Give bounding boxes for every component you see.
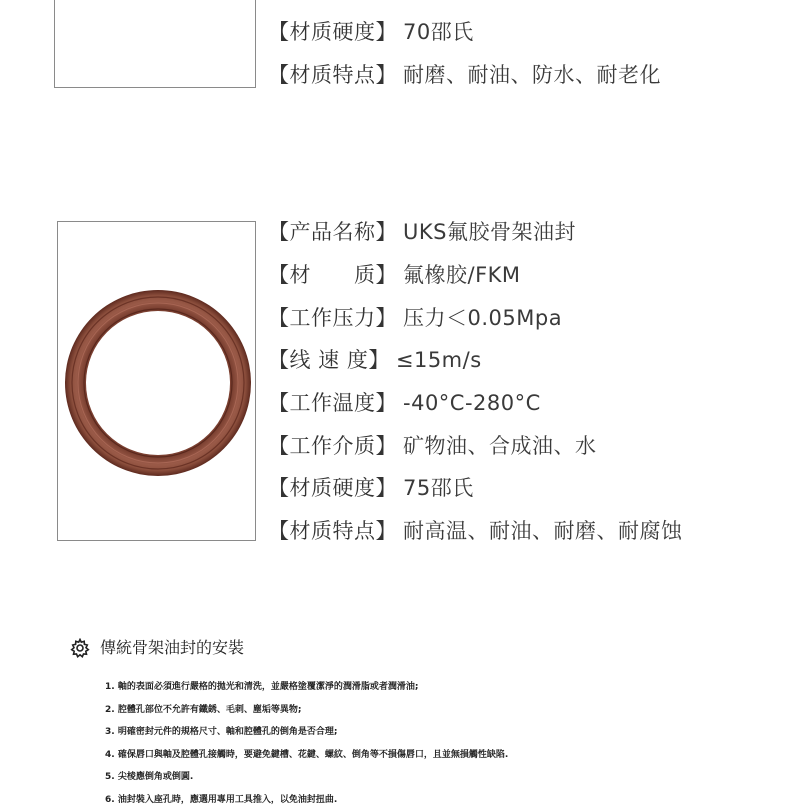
spec-hardness: [268, 471, 474, 505]
spec-medium: [268, 429, 597, 463]
spec-value: 耐高温、耐油、耐磨、耐腐蚀: [403, 519, 683, 543]
oil-seal-image: [63, 288, 253, 478]
spec-key: 【材质硬度】: [268, 476, 397, 500]
oil-seal-ring-icon: [63, 288, 253, 478]
spec-value: 75邵氏: [403, 476, 474, 500]
spec-value: 压力＜0.05Mpa: [403, 306, 562, 330]
spec-key: 【材质特点】: [268, 63, 397, 87]
list-item: 3. 明確密封元件的規格尺寸、軸和腔體孔的倒角是否合理;: [70, 721, 770, 744]
installation-header: [70, 634, 770, 662]
spec-features: [268, 514, 683, 548]
top-spec-hardness: [268, 15, 474, 49]
spec-key: 【工作介质】: [268, 434, 397, 458]
list-item: 5. 尖棱應倒角或倒圓.: [70, 766, 770, 789]
spec-key: 【材 质】: [268, 263, 397, 287]
spec-key: 【材质硬度】: [268, 20, 397, 44]
spec-product-name: [268, 215, 576, 249]
spec-pressure: [268, 301, 562, 335]
spec-temperature: [268, 386, 541, 420]
spec-key: 【线 速 度】: [268, 348, 390, 372]
installation-title: 傳統骨架油封的安裝: [100, 634, 244, 662]
spec-value: 矿物油、合成油、水: [403, 434, 597, 458]
spec-value: ≤15m/s: [396, 348, 482, 372]
list-item: 6. 油封裝入座孔時，應選用專用工具推入，以免油封扭曲.: [70, 789, 770, 811]
installation-section: [70, 634, 770, 811]
spec-value: -40°C-280°C: [403, 391, 541, 415]
top-product-image-frame: [54, 0, 256, 88]
spec-value: 70邵氏: [403, 20, 474, 44]
spec-value: 氟橡胶/FKM: [403, 263, 521, 287]
spec-key: 【工作温度】: [268, 391, 397, 415]
spec-key: 【产品名称】: [268, 220, 397, 244]
spec-value: 耐磨、耐油、防水、耐老化: [403, 63, 661, 87]
installation-steps: [70, 676, 770, 811]
spec-key: 【工作压力】: [268, 306, 397, 330]
list-item: 4. 確保唇口與軸及腔體孔接觸時，要避免鍵槽、花鍵、螺紋、倒角等不損傷唇口，且並無損觸性缺陷.: [70, 744, 770, 767]
gear-icon: [70, 638, 90, 658]
spec-speed: [268, 343, 482, 377]
top-spec-features: [268, 58, 661, 92]
spec-value: UKS氟胶骨架油封: [403, 220, 576, 244]
spec-material: [268, 258, 521, 292]
list-item: 1. 軸的表面必須進行嚴格的拋光和清洗，並嚴格塗覆潔淨的潤滑脂或者潤滑油;: [70, 676, 770, 699]
list-item: 2. 腔體孔部位不允許有鐵銹、毛刺、塵垢等異物;: [70, 699, 770, 722]
spec-key: 【材质特点】: [268, 519, 397, 543]
